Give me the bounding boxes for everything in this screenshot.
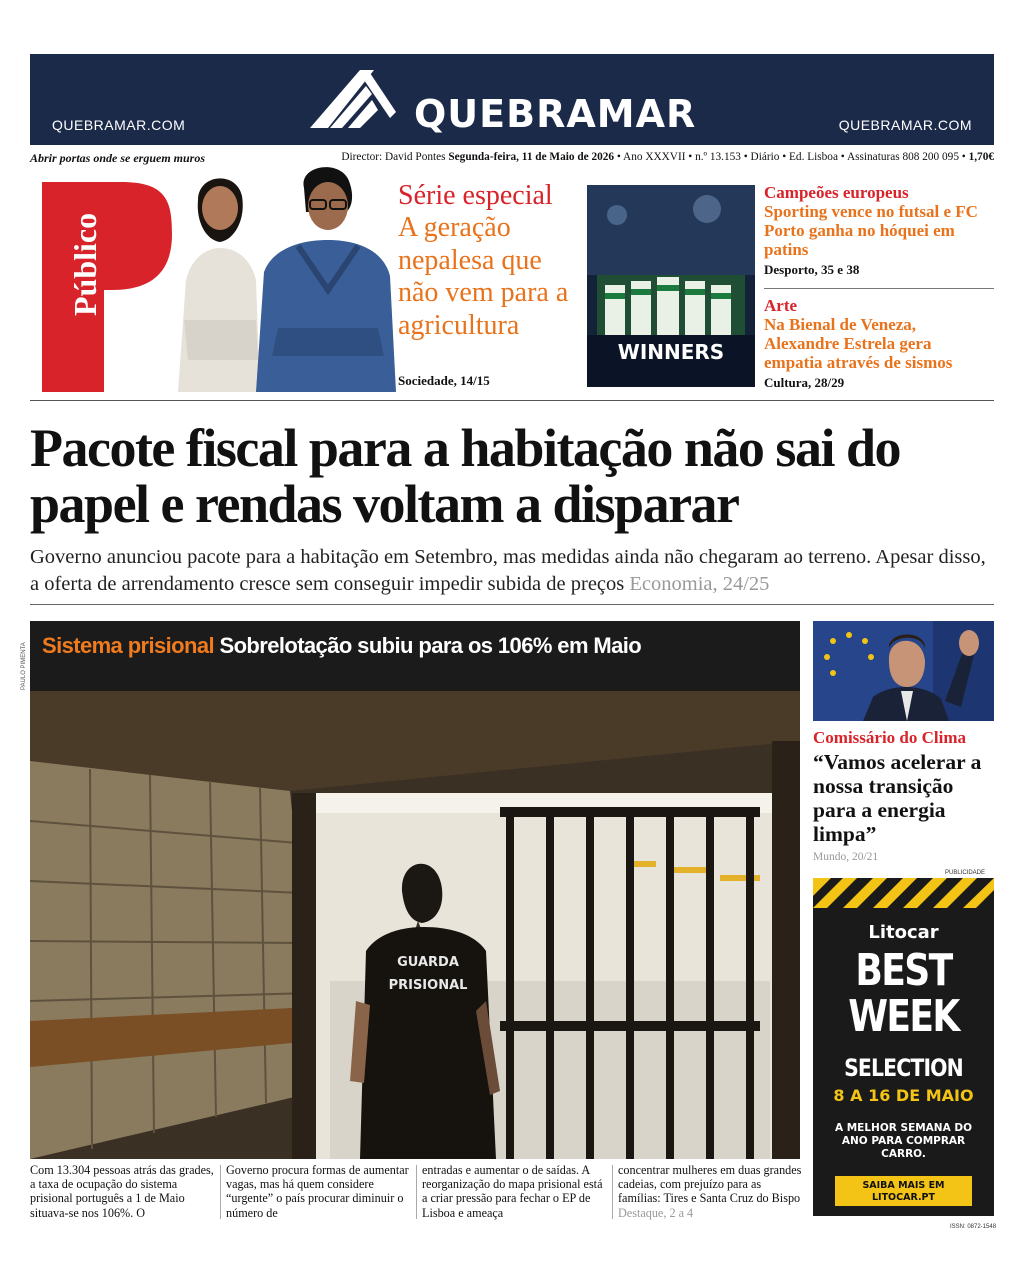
sport-headline: Sporting vence no futsal e FC Porto ganha no hóquei em patins <box>764 202 978 259</box>
sport-photo-text: WINNERS <box>617 340 725 364</box>
divider <box>30 604 994 605</box>
clima-quote[interactable]: “Vamos acelerar a nossa transição para a energia limpa” <box>813 750 982 846</box>
story-column: Com 13.304 pessoas atrás das grades, a taxa de ocupação do sistema prisional português a 1 de Maio situava-se nos 106%. O <box>30 1163 214 1220</box>
ad-cta-button[interactable] <box>835 1176 972 1206</box>
ad-brand: Litocar <box>868 922 939 943</box>
ad-cta-line1: SAIBA MAIS EM <box>862 1180 945 1191</box>
litocar-ad[interactable] <box>813 878 994 1216</box>
ad-cta-line2: LITOCAR.PT <box>871 1192 935 1203</box>
ad-line-week: WEEK <box>848 991 959 1042</box>
arte-kicker: Arte <box>764 296 798 315</box>
prison-page-ref: Destaque, 2 a 4 <box>618 1205 694 1220</box>
column-divider <box>416 1165 417 1219</box>
arte-page-ref: Cultura, 28/29 <box>764 375 845 390</box>
prison-photo-image <box>30 621 800 1159</box>
masthead-title: QUEBRAMAR <box>414 92 697 136</box>
sport-page-ref: Desporto, 35 e 38 <box>764 262 860 277</box>
quebramar-logo-icon <box>308 68 398 130</box>
sport-photo <box>587 185 755 387</box>
masthead-url-right[interactable]: QUEBRAMAR.COM <box>838 117 972 133</box>
story-column: Governo procura formas de aumentar vagas, mas há quem considere “urgente” o país procurar diminuir o número de <box>226 1163 409 1220</box>
story-column-text: concentrar mulheres em duas grandes cadeias, com prejuízo para as famílias: Tires e Santa Cruz do Bispo <box>618 1163 802 1206</box>
issue-info <box>341 151 994 163</box>
prison-photo-block[interactable] <box>30 621 800 1159</box>
serie-kicker: Série especial <box>398 180 553 211</box>
prison-headline: Sobrelotação subiu para os 106% em Maio <box>219 633 642 658</box>
top-strip <box>30 172 994 401</box>
main-deck <box>30 544 994 598</box>
prison-story-columns <box>30 1163 800 1219</box>
sport-celebration-image <box>587 185 755 387</box>
commissioner-photo <box>813 621 994 721</box>
issue-date: Segunda-feira, 11 de Maio de 2026 <box>448 151 615 163</box>
column-divider <box>220 1165 221 1219</box>
issn: ISSN: 0872-1548 <box>950 1224 997 1230</box>
publico-wordmark <box>66 180 106 320</box>
guard-shirt-text-1: GUARDA <box>397 955 459 970</box>
arte-item[interactable] <box>764 296 994 391</box>
ad-copy: A MELHOR SEMANA DO ANO PARA COMPRAR CARRO. <box>834 1122 973 1160</box>
sport-kicker: Campeões europeus <box>764 183 909 202</box>
masthead-banner <box>30 54 994 145</box>
main-page-ref: Economia, 24/25 <box>629 573 770 595</box>
guard-shirt-text-2: PRISIONAL <box>388 978 468 993</box>
ad-line-best: BEST <box>855 945 952 996</box>
arte-headline: Na Bienal de Veneza, Alexandre Estrela gera empatia através de sismos <box>764 315 953 372</box>
masthead-url-left[interactable]: QUEBRAMAR.COM <box>52 117 186 133</box>
director: Director: David Pontes <box>341 151 446 163</box>
portrait-photo <box>148 160 396 392</box>
tagline: Abrir portas onde se erguem muros <box>30 151 206 165</box>
svg-text:Público: Público <box>67 212 103 316</box>
divider <box>764 288 994 289</box>
column-divider <box>612 1165 613 1219</box>
main-deck-text: Governo anunciou pacote para a habitação em Setembro, mas medidas ainda não chegaram ao terreno. Apesar disso, a oferta de arrendamento cresce sem conseguir impedir subida de preços <box>30 546 986 595</box>
clima-kicker: Comissário do Clima <box>813 728 966 747</box>
ad-dates: 8 A 16 DE MAIO <box>833 1086 974 1105</box>
ad-headline <box>829 945 977 1042</box>
photo-credit: PAULO PIMENTA <box>21 642 27 690</box>
ad-label: PUBLICIDADE <box>945 870 986 876</box>
ad-line-selection: SELECTION <box>844 1054 963 1082</box>
commissioner-image <box>813 621 994 721</box>
issue-price: 1,70€ <box>968 151 994 163</box>
prison-caption <box>42 633 641 659</box>
main-headline[interactable]: Pacote fiscal para a habitação não sai do papel e rendas voltam a disparar <box>30 418 900 534</box>
serie-page-ref: Sociedade, 14/15 <box>398 373 490 388</box>
sport-item[interactable] <box>764 183 994 278</box>
issue-details: • Ano XXXVII • n.º 13.153 • Diário • Ed. Lisboa • Assinaturas 808 200 095 • <box>616 151 966 163</box>
serie-headline[interactable]: A geração nepalesa que não vem para a agricultura <box>398 212 569 341</box>
prison-kicker: Sistema prisional <box>42 633 214 658</box>
story-column-last <box>618 1163 802 1220</box>
clima-page-ref: Mundo, 20/21 <box>813 851 879 863</box>
story-column: entradas e aumentar o de saídas. A reorganização do mapa prisional está a criar pressão para fechar o EP de Lisboa e ameaça <box>422 1163 603 1220</box>
